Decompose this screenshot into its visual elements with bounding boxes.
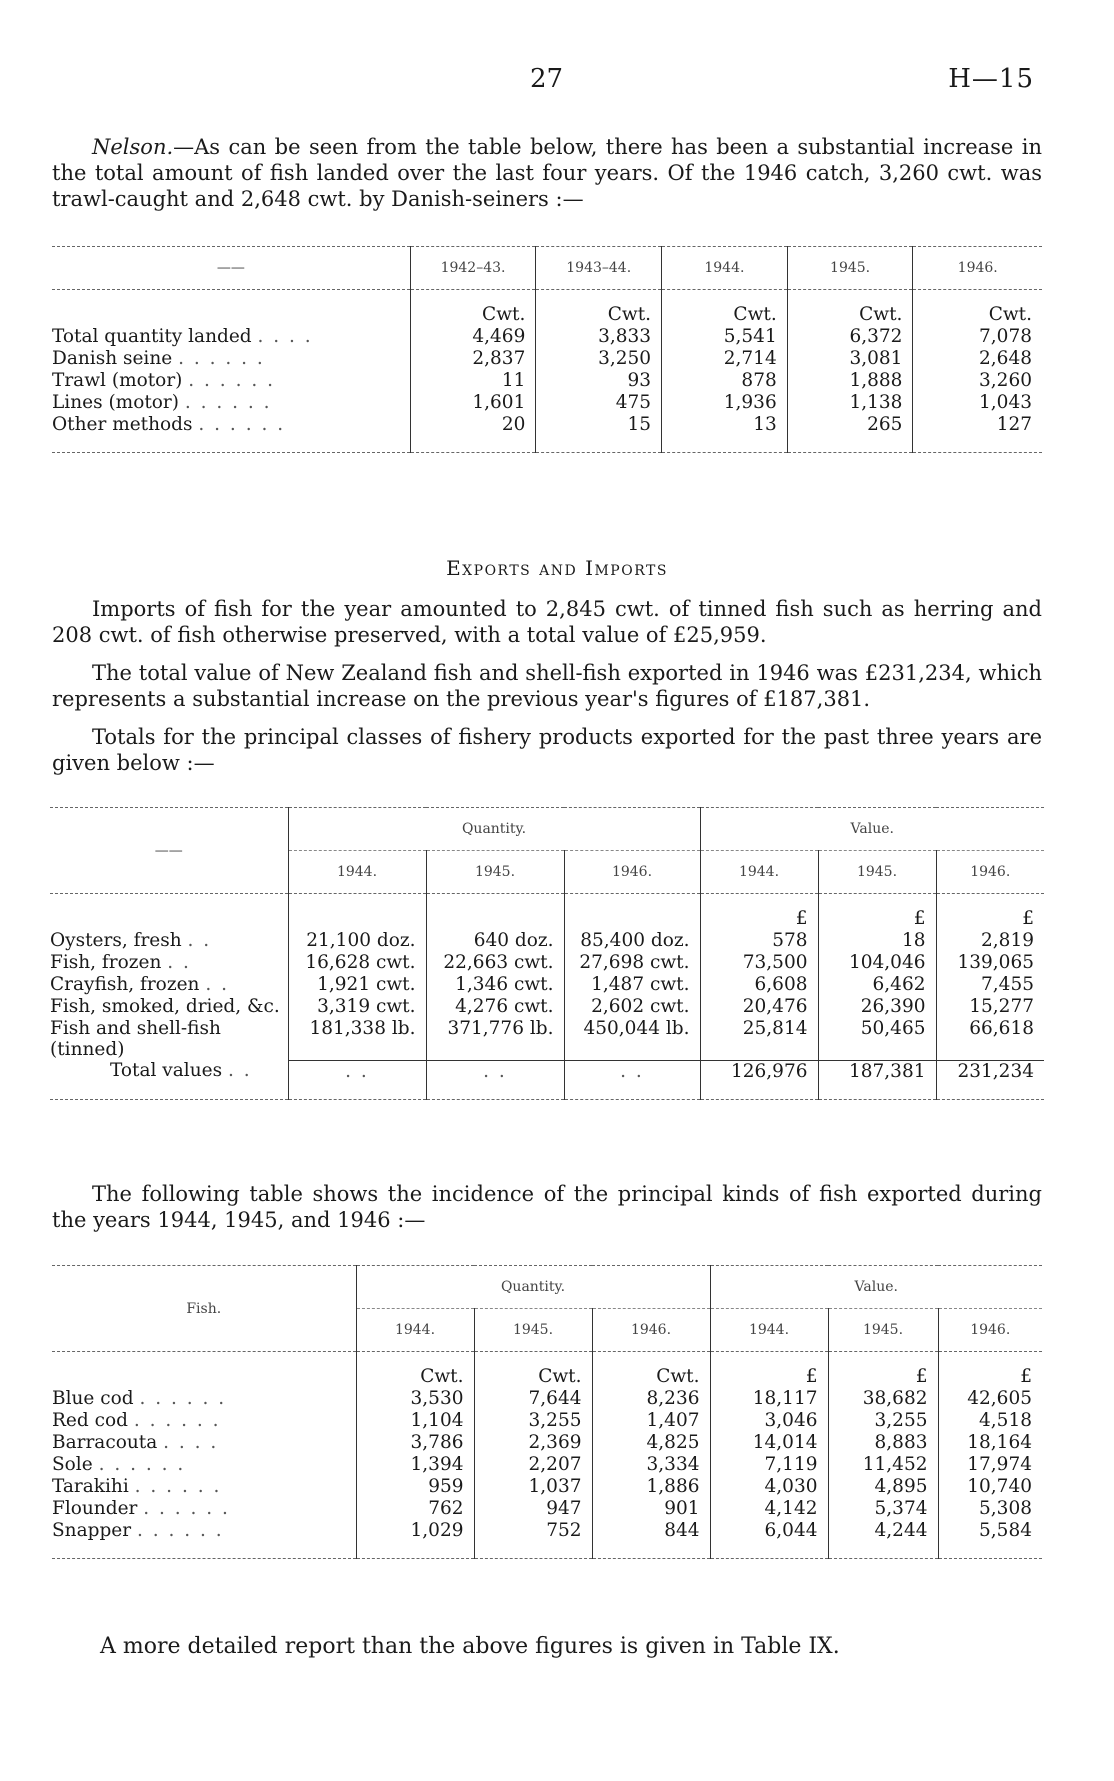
table1-cell: 265 [787, 414, 913, 453]
row-label: Flounder [52, 1498, 138, 1519]
table3-cell: 17,974 [938, 1454, 1042, 1476]
table1-cell: 127 [913, 414, 1042, 453]
leader-dots: . . . . [257, 326, 313, 347]
table2-cell: 66,618 [936, 1018, 1044, 1060]
table2-cell: 21,100 doz. [288, 930, 426, 952]
table1-col-header: 1943–44. [536, 247, 662, 290]
row-label: Crayfish, frozen [50, 974, 200, 995]
table1-cell: 20 [410, 414, 536, 453]
table3-cell: 4,825 [592, 1432, 710, 1454]
table3-cell: 901 [592, 1498, 710, 1520]
table2-total-cell: 126,976 [700, 1060, 818, 1099]
table-row [52, 414, 1042, 453]
table2-total-cell: . . [345, 1060, 369, 1082]
row-label: Danish seine [52, 348, 173, 369]
table2-corner: —— [50, 808, 288, 894]
table1-col-header: 1945. [787, 247, 913, 290]
table3-cell: 3,786 [356, 1432, 474, 1454]
table-row [52, 326, 1042, 348]
table2-cell: 6,608 [700, 974, 818, 996]
nelson-lead: Nelson. [92, 135, 174, 159]
table3-cell: 1,104 [356, 1410, 474, 1432]
table2-cell: 6,462 [818, 974, 936, 996]
table3-cell: 1,394 [356, 1454, 474, 1476]
table2-cell: 1,487 cwt. [564, 974, 700, 996]
table3-unit: Cwt. [474, 1352, 592, 1389]
table3-cell: 3,334 [592, 1454, 710, 1476]
table1-cell: 3,250 [536, 348, 662, 370]
table1-cell: 11 [410, 370, 536, 392]
table3-unit: £ [710, 1352, 828, 1389]
row-label: Blue cod [52, 1388, 134, 1409]
table2-cell: 2,602 cwt. [564, 996, 700, 1018]
leader-dots: . . . . . . [143, 1498, 230, 1519]
leader-dots: . . . . [163, 1432, 219, 1453]
table3-unit: £ [938, 1352, 1042, 1389]
table3-cell: 5,584 [938, 1520, 1042, 1559]
table1-cell: 2,648 [913, 348, 1042, 370]
table2-cell: 2,819 [936, 930, 1044, 952]
row-label: Tarakihi [52, 1476, 129, 1497]
incidence-intro-paragraph: The following table shows the incidence of the principal kinds of fish exported during the years 1944, 1945, and 1946 :— [52, 1182, 1042, 1232]
leader-dots: . . [167, 952, 191, 973]
table3-cell: 1,886 [592, 1476, 710, 1498]
table3-cell: 42,605 [938, 1388, 1042, 1410]
table2-quantity-header: Quantity. [288, 808, 700, 851]
table1-cell: 475 [536, 392, 662, 414]
table3-cell: 11,452 [828, 1454, 938, 1476]
leader-dots: . . . . . . [98, 1454, 186, 1475]
table3-cell: 752 [474, 1520, 592, 1559]
table1-cell: 4,469 [410, 326, 536, 348]
table3-cell: 959 [356, 1476, 474, 1498]
table3-cell: 8,236 [592, 1388, 710, 1410]
table3-cell: 4,030 [710, 1476, 828, 1498]
table3-cell: 7,119 [710, 1454, 828, 1476]
table2-cell: 20,476 [700, 996, 818, 1018]
table2-cell: 4,276 cwt. [426, 996, 564, 1018]
total-label: Total values [110, 1060, 223, 1082]
table-row [52, 348, 1042, 370]
table2-cell: 1,921 cwt. [288, 974, 426, 996]
table1-cell: 2,714 [662, 348, 788, 370]
row-label: Sole [52, 1454, 93, 1475]
table3-cell: 8,883 [828, 1432, 938, 1454]
table3-value-header: Value. [710, 1266, 1042, 1309]
table3-year-header: 1944. [710, 1309, 828, 1352]
leader-dots: . . [205, 974, 229, 995]
leader-dots: . . . . . . [178, 348, 265, 369]
table3-cell: 762 [356, 1498, 474, 1520]
table1-unit: Cwt. [787, 290, 913, 327]
table2-cell: 85,400 doz. [564, 930, 700, 952]
nelson-catch-table [52, 246, 1042, 453]
table3-quantity-header: Quantity. [356, 1266, 710, 1309]
table2-total-cell: . . [483, 1060, 507, 1082]
table1-cell: 1,888 [787, 370, 913, 392]
table1-unit: Cwt. [662, 290, 788, 327]
row-label: Snapper [52, 1520, 132, 1541]
table3-cell: 3,530 [356, 1388, 474, 1410]
table2-cell: 25,814 [700, 1018, 818, 1060]
table3-cell: 2,207 [474, 1454, 592, 1476]
table1-cell: 1,601 [410, 392, 536, 414]
section-title: Exports and Imports [446, 556, 668, 580]
table-row [50, 996, 1044, 1018]
table2-cell: 50,465 [818, 1018, 936, 1060]
table-row [50, 930, 1044, 952]
document-reference: H—15 [948, 64, 1034, 94]
table3-year-header: 1946. [592, 1309, 710, 1352]
table-row [50, 1018, 1044, 1060]
table1-cell: 93 [536, 370, 662, 392]
table-row [50, 974, 1044, 996]
table2-cell: 18 [818, 930, 936, 952]
row-label: Fish and shell-fish (tinned) [50, 1018, 221, 1060]
row-label: Red cod [52, 1410, 128, 1431]
table2-unit: £ [818, 894, 936, 931]
page-number: 27 [530, 64, 564, 94]
table-row [52, 1454, 1042, 1476]
row-label: Oysters, fresh [50, 930, 182, 951]
table3-cell: 5,374 [828, 1498, 938, 1520]
export-classes-table [50, 807, 1044, 1100]
table2-cell: 73,500 [700, 952, 818, 974]
table2-cell: 371,776 lb. [426, 1018, 564, 1060]
table2-year-header: 1946. [564, 851, 700, 894]
row-label: Trawl (motor) [52, 370, 183, 391]
table1-cell: 3,260 [913, 370, 1042, 392]
table2-cell: 578 [700, 930, 818, 952]
table3-cell: 5,308 [938, 1498, 1042, 1520]
table3-year-header: 1945. [828, 1309, 938, 1352]
table2-year-header: 1944. [700, 851, 818, 894]
table2-total-cell: 231,234 [936, 1060, 1044, 1099]
table1-cell: 1,043 [913, 392, 1042, 414]
nelson-text: —As can be seen from the table below, there has been a substantial increase in the total amount of fish landed over the last four years. Of the 1946 catch, 3,260 cwt. was trawl-caught and 2,648 cwt. by Danish-seiners :— [52, 135, 1042, 211]
table3-unit: Cwt. [356, 1352, 474, 1389]
closing-note: A more detailed report than the above figures is given in Table IX. [100, 1634, 840, 1659]
table2-unit: £ [700, 894, 818, 931]
table-row [52, 1476, 1042, 1498]
table1-col-header: 1946. [913, 247, 1042, 290]
table1-col-header: 1944. [662, 247, 788, 290]
table3-cell: 1,029 [356, 1520, 474, 1559]
table3-cell: 18,164 [938, 1432, 1042, 1454]
table1-cell: 2,837 [410, 348, 536, 370]
leader-dots: . . [227, 1060, 252, 1082]
table2-cell: 181,338 lb. [288, 1018, 426, 1060]
totals-intro-paragraph: Totals for the principal classes of fishery products exported for the past three years are given below :— [52, 725, 1042, 775]
table3-year-header: 1944. [356, 1309, 474, 1352]
leader-dots: . . . . . . [137, 1520, 224, 1541]
table3-cell: 7,644 [474, 1388, 592, 1410]
table2-cell: 450,044 lb. [564, 1018, 700, 1060]
table1-unit: Cwt. [536, 290, 662, 327]
table1-unit: Cwt. [410, 290, 536, 327]
leader-dots: . . . . . . [133, 1410, 221, 1431]
imports-paragraph: Imports of fish for the year amounted to 2,845 cwt. of tinned fish such as herring and 208 cwt. of fish otherwise preserved, with a total value of £25,959. [52, 597, 1042, 647]
row-label: Lines (motor) [52, 392, 179, 413]
table2-cell: 3,319 cwt. [288, 996, 426, 1018]
table1-cell: 7,078 [913, 326, 1042, 348]
table2-cell: 139,065 [936, 952, 1044, 974]
table3-cell: 3,255 [474, 1410, 592, 1432]
row-label: Other methods [52, 414, 193, 435]
table1-cell: 13 [662, 414, 788, 453]
leader-dots: . . . . . . [134, 1476, 222, 1497]
table1-col-header: 1942–43. [410, 247, 536, 290]
table3-cell: 4,244 [828, 1520, 938, 1559]
table-row [50, 952, 1044, 974]
table3-cell: 14,014 [710, 1432, 828, 1454]
table2-cell: 26,390 [818, 996, 936, 1018]
total-value-paragraph: The total value of New Zealand fish and shell-fish exported in 1946 was £231,234, which represents a substantial increase on the previous year's figures of £187,381. [52, 661, 1042, 711]
table3-cell: 844 [592, 1520, 710, 1559]
table2-unit: £ [936, 894, 1044, 931]
table3-cell: 10,740 [938, 1476, 1042, 1498]
table2-cell: 1,346 cwt. [426, 974, 564, 996]
table2-year-header: 1945. [818, 851, 936, 894]
table3-cell: 38,682 [828, 1388, 938, 1410]
table3-cell: 947 [474, 1498, 592, 1520]
table-total-row [50, 1060, 1044, 1099]
leader-dots: . . . . . . [184, 392, 272, 413]
table1-cell: 6,372 [787, 326, 913, 348]
table3-unit: Cwt. [592, 1352, 710, 1389]
table-row [52, 1388, 1042, 1410]
table3-corner: Fish. [52, 1266, 356, 1352]
table1-cell: 3,081 [787, 348, 913, 370]
table2-cell: 640 doz. [426, 930, 564, 952]
leader-dots: . . [187, 930, 212, 951]
row-label: Fish, smoked, dried, &c. [50, 996, 280, 1017]
table1-cell: 1,138 [787, 392, 913, 414]
table-row [52, 392, 1042, 414]
fish-kinds-table [52, 1265, 1042, 1559]
table3-cell: 2,369 [474, 1432, 592, 1454]
table3-cell: 6,044 [710, 1520, 828, 1559]
table1-cell: 878 [662, 370, 788, 392]
table3-cell: 1,037 [474, 1476, 592, 1498]
table2-year-header: 1945. [426, 851, 564, 894]
table2-cell: 15,277 [936, 996, 1044, 1018]
table3-cell: 3,255 [828, 1410, 938, 1432]
table2-cell: 16,628 cwt. [288, 952, 426, 974]
table2-cell: 22,663 cwt. [426, 952, 564, 974]
table3-cell: 4,895 [828, 1476, 938, 1498]
table1-cell: 3,833 [536, 326, 662, 348]
table2-cell: 104,046 [818, 952, 936, 974]
table1-cell: 1,936 [662, 392, 788, 414]
table2-value-header: Value. [700, 808, 1044, 851]
table1-corner: —— [52, 247, 410, 290]
table3-cell: 18,117 [710, 1388, 828, 1410]
table3-year-header: 1946. [938, 1309, 1042, 1352]
table3-cell: 4,518 [938, 1410, 1042, 1432]
table2-total-cell: 187,381 [818, 1060, 936, 1099]
table1-cell: 15 [536, 414, 662, 453]
table2-cell: 27,698 cwt. [564, 952, 700, 974]
table3-cell: 4,142 [710, 1498, 828, 1520]
table2-year-header: 1946. [936, 851, 1044, 894]
table-row [52, 370, 1042, 392]
table1-unit: Cwt. [913, 290, 1042, 327]
nelson-paragraph [52, 134, 1042, 212]
table2-cell: 7,455 [936, 974, 1044, 996]
table3-cell: 3,046 [710, 1410, 828, 1432]
table3-cell: 1,407 [592, 1410, 710, 1432]
table3-year-header: 1945. [474, 1309, 592, 1352]
table-row [52, 1498, 1042, 1520]
table-row [52, 1520, 1042, 1559]
leader-dots: . . . . . . [139, 1388, 227, 1409]
table-row [52, 1410, 1042, 1432]
table2-year-header: 1944. [288, 851, 426, 894]
leader-dots: . . . . . . [198, 414, 286, 435]
table1-cell: 5,541 [662, 326, 788, 348]
row-label: Fish, frozen [50, 952, 162, 973]
row-label: Total quantity landed [52, 326, 252, 347]
table3-unit: £ [828, 1352, 938, 1389]
leader-dots: . . . . . . [188, 370, 275, 391]
table-row [52, 1432, 1042, 1454]
table2-total-cell: . . [620, 1060, 644, 1082]
row-label: Barracouta [52, 1432, 158, 1453]
